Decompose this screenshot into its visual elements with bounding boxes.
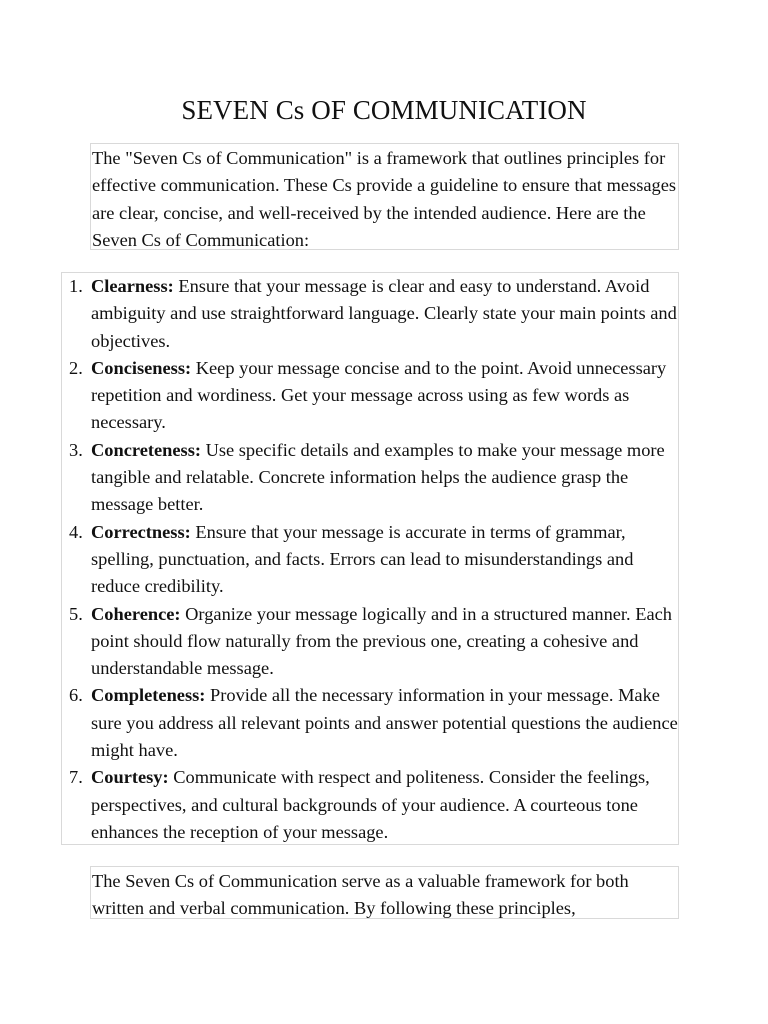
list-term: Clearness: [91,276,174,296]
list-item-concreteness [62,437,678,519]
seven-cs-list [62,273,678,846]
list-number: 2. [69,357,83,378]
list-term: Conciseness: [91,357,192,378]
intro-paragraph: The "Seven Cs of Communication" is a framework that outlines principles for effective communication. These Cs provide a guideline to ensure that messages are clear, concise, and well-received by the intended audience. Here are the Seven Cs of Communication: [92,148,677,250]
list-item-coherence [62,601,678,683]
list-description: Use specific details and examples to make your message more tangible and relatable. Concrete information helps the audience grasp the message better. [91,439,665,515]
intro-text-box [90,143,679,250]
list-term: Correctness: [91,521,191,542]
list-term: Completeness: [91,685,206,706]
list-item-courtesy [62,764,678,846]
list-item-completeness [62,682,678,764]
list-term: Courtesy: [91,767,169,788]
list-description: Organize your message logically and in a structured manner. Each point should flow naturally from the previous one, creating a cohesive and understandable message. [91,603,672,679]
closing-paragraph: The Seven Cs of Communication serve as a valuable framework for both written and verbal communication. By following these principles, [92,871,629,919]
list-number: 1. [69,276,83,296]
list-term: Coherence: [91,603,181,624]
list-item-clearness [62,273,678,355]
list-description: Communicate with respect and politeness. Consider the feelings, perspectives, and cultural backgrounds of your audience. A courteous tone enhances the reception of your message. [91,767,650,842]
page-title: SEVEN Cs OF COMMUNICATION [181,95,587,125]
list-description: Keep your message concise and to the point. Avoid unnecessary repetition and wordiness. Get your message across using as few words as necessary. [91,357,667,433]
list-number: 3. [69,439,83,460]
list-description: Ensure that your message is clear and easy to understand. Avoid ambiguity and use straightforward language. Clearly state your main points and objectives. [91,276,677,351]
list-number: 5. [69,603,83,624]
list-description: Provide all the necessary information in your message. Make sure you address all relevant points and answer potential questions the audience might have. [91,685,678,761]
seven-cs-list-box [61,272,679,845]
list-term: Concreteness: [91,439,201,460]
list-number: 7. [69,767,83,788]
list-number: 6. [69,685,83,706]
list-item-conciseness [62,355,678,437]
closing-text-box [90,866,679,919]
list-number: 4. [69,521,83,542]
list-description: Ensure that your message is accurate in terms of grammar, spelling, punctuation, and facts. Errors can lead to misunderstandings and reduce credibility. [91,521,634,597]
list-item-correctness [62,519,678,601]
